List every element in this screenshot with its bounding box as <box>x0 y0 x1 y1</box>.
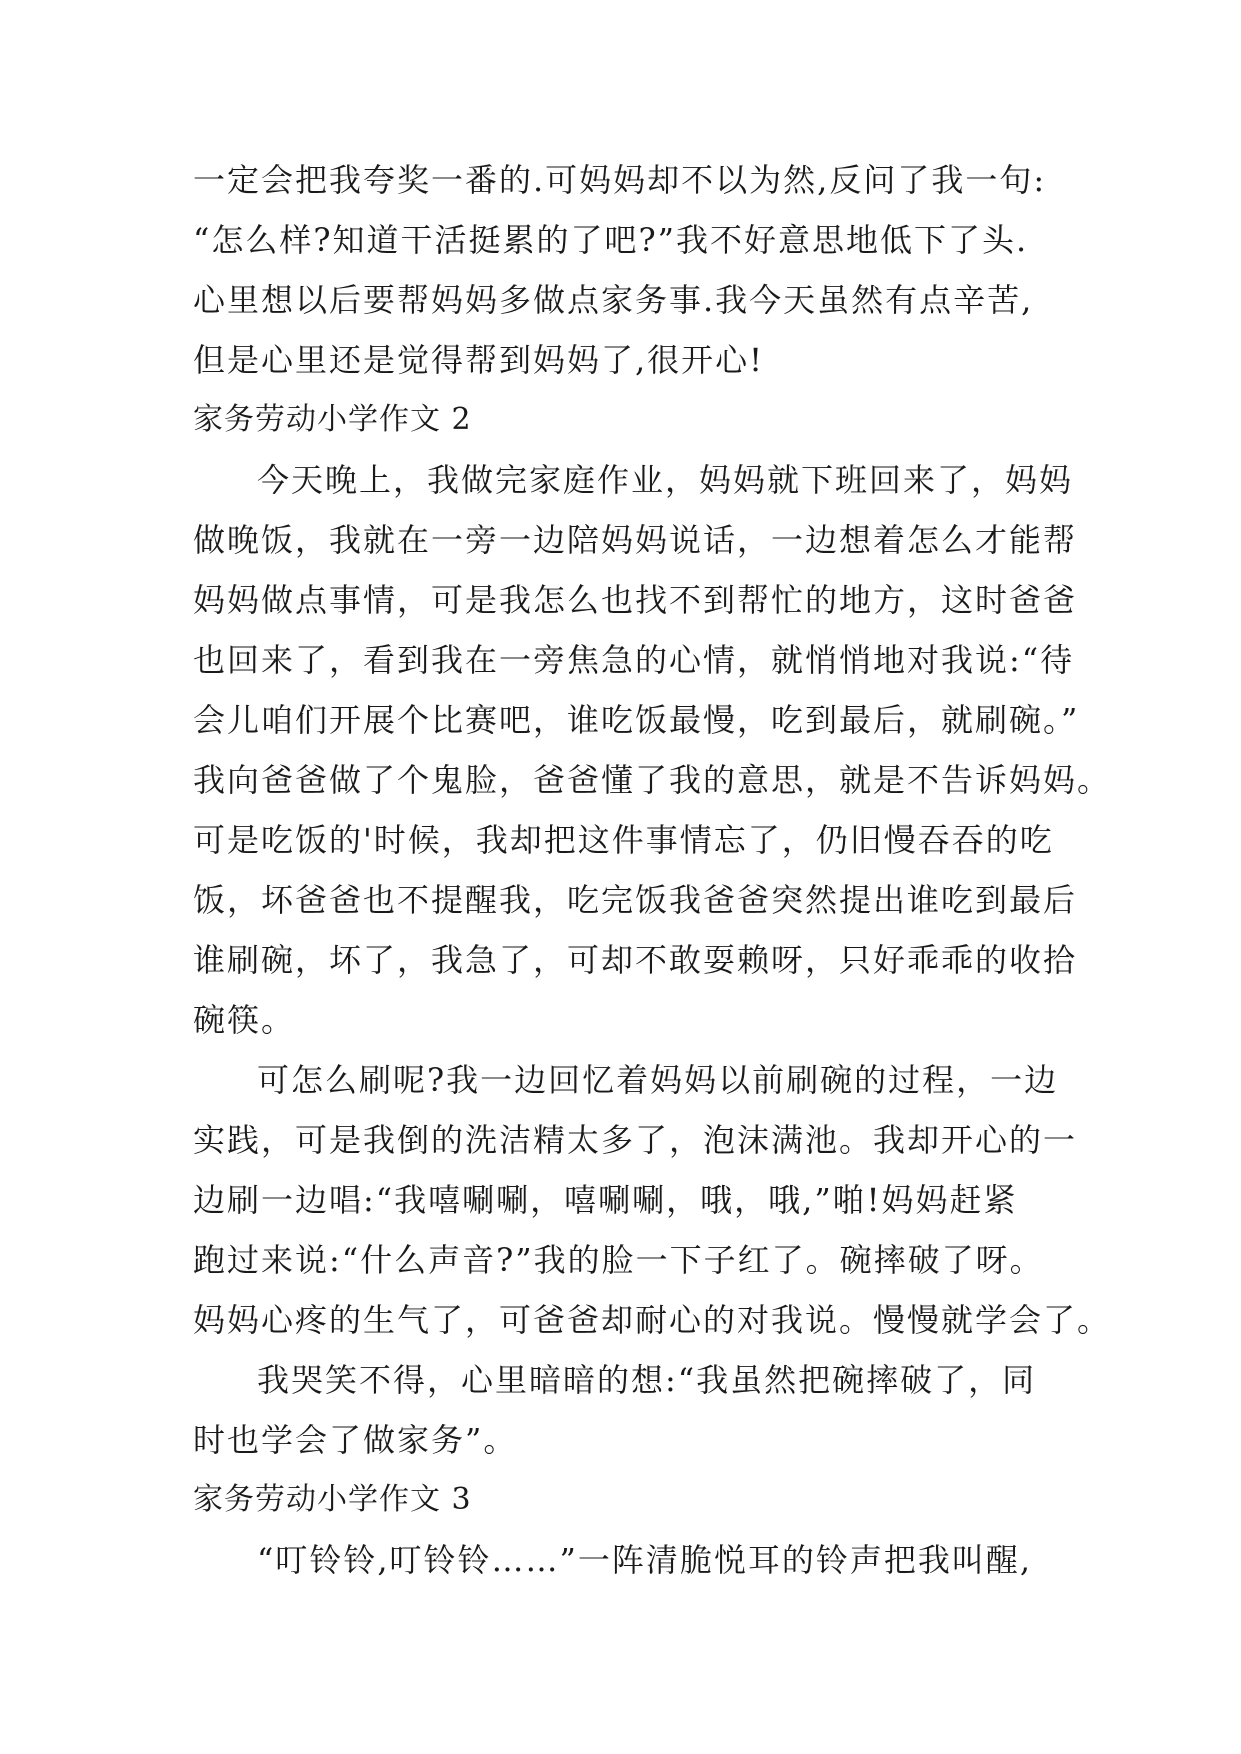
text-line: 我向爸爸做了个鬼脸，爸爸懂了我的意思，就是不告诉妈妈。 <box>193 761 1112 799</box>
text-line: 心里想以后要帮妈妈多做点家务事.我今天虽然有点辛苦, <box>193 281 1034 319</box>
text-line: 一定会把我夸奖一番的.可妈妈却不以为然,反问了我一句: <box>193 161 1047 199</box>
text-line: 但是心里还是觉得帮到妈妈了,很开心! <box>193 341 765 379</box>
text-line: 实践，可是我倒的洗洁精太多了，泡沫满池。我却开心的一 <box>193 1121 1078 1159</box>
text-line: 做晚饭，我就在一旁一边陪妈妈说话，一边想着怎么才能帮 <box>193 521 1078 559</box>
section-heading-3: 家务劳动小学作文 3 <box>193 1482 472 1517</box>
text-line: 可怎么刷呢?我一边回忆着妈妈以前刷碗的过程，一边 <box>257 1061 1059 1099</box>
text-line: 饭，坏爸爸也不提醒我，吃完饭我爸爸突然提出谁吃到最后 <box>193 881 1078 919</box>
text-line: 会儿咱们开展个比赛吧，谁吃饭最慢，吃到最后，就刷碗。” <box>193 701 1080 739</box>
text-line: 时也学会了做家务”。 <box>193 1421 518 1459</box>
section-heading-2: 家务劳动小学作文 2 <box>193 402 472 437</box>
text-line: “叮铃铃,叮铃铃……”一阵清脆悦耳的铃声把我叫醒, <box>257 1541 1033 1579</box>
document-body <box>193 150 1112 1590</box>
text-line: 边刷一边唱:“我嘻唰唰，嘻唰唰，哦，哦,”啪!妈妈赶紧 <box>193 1181 1018 1219</box>
text-line: 妈妈做点事情，可是我怎么也找不到帮忙的地方，这时爸爸 <box>193 581 1078 619</box>
text-line: 可是吃饭的'时候，我却把这件事情忘了，仍旧慢吞吞的吃 <box>193 821 1054 859</box>
text-line: 碗筷。 <box>193 1001 296 1039</box>
text-line: 也回来了，看到我在一旁焦急的心情，就悄悄地对我说:“待 <box>193 641 1075 679</box>
text-line: 跑过来说:“什么声音?”我的脸一下子红了。碗摔破了呀。 <box>193 1241 1044 1279</box>
text-line: 妈妈心疼的生气了，可爸爸却耐心的对我说。慢慢就学会了。 <box>193 1301 1112 1339</box>
text-line: “怎么样?知道干活挺累的了吧?”我不好意思地低下了头. <box>193 221 1029 259</box>
text-line: 我哭笑不得，心里暗暗的想:“我虽然把碗摔破了，同 <box>257 1361 1037 1399</box>
text-line: 今天晚上，我做完家庭作业，妈妈就下班回来了，妈妈 <box>257 461 1074 499</box>
text-line: 谁刷碗，坏了，我急了，可却不敢耍赖呀，只好乖乖的收拾 <box>193 941 1078 979</box>
